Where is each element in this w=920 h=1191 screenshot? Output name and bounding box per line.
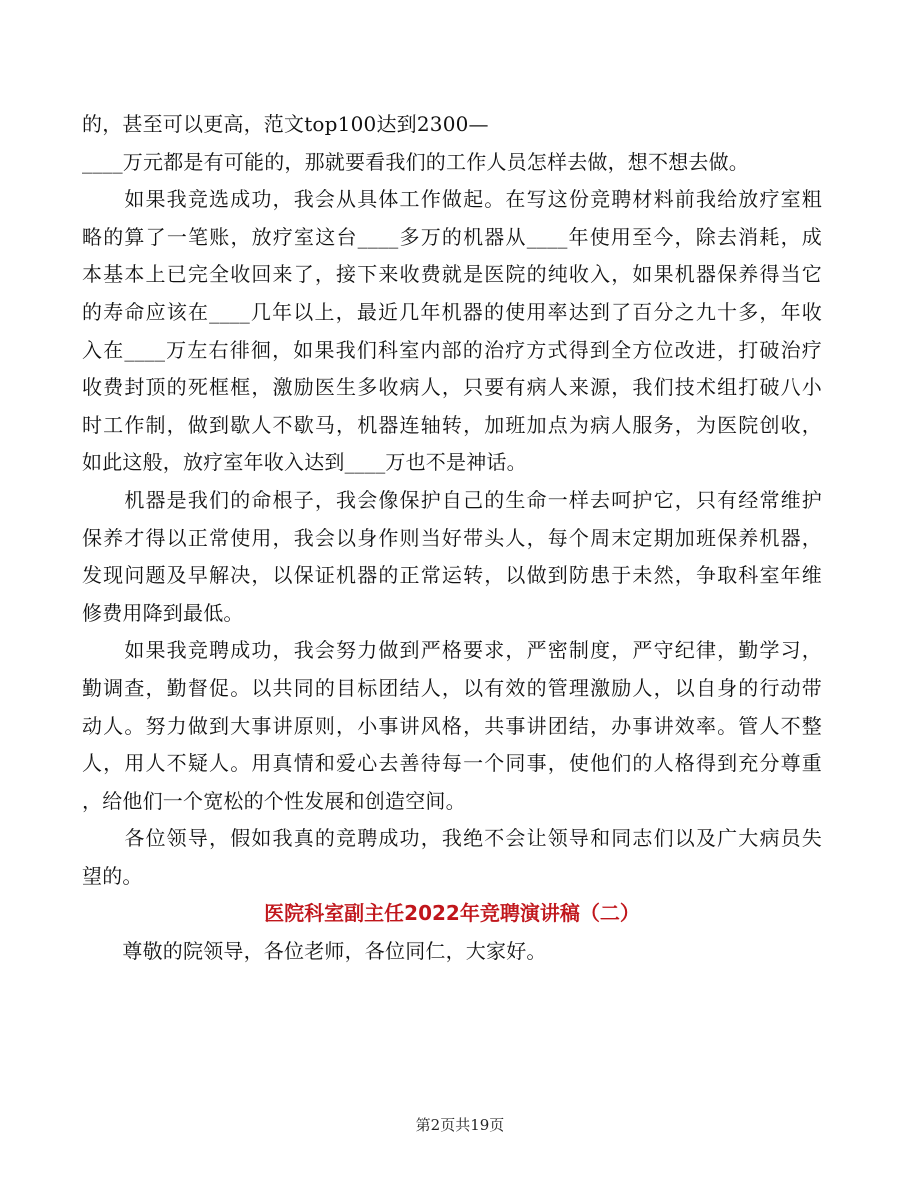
text-line: ____万元都是有可能的，那就要看我们的工作人员怎样去做，想不想去做。 xyxy=(82,149,749,174)
text-line: 各位领导，假如我真的竞聘成功，我绝不会让领导和同志们以及广大病员失 xyxy=(82,826,822,851)
text-line: 略的算了一笔账，放疗室这台____多万的机器从____年使用至今，除去消耗，成 xyxy=(82,224,822,249)
text-line: 机器是我们的命根子，我会像保护自己的生命一样去呵护它，只有经常维护 xyxy=(82,487,822,512)
text-line: 本基本上已完全收回来了，接下来收费就是医院的纯收入，如果机器保养得当它 xyxy=(82,262,822,287)
greeting-paragraph xyxy=(82,933,822,971)
text-line: 入在____万左右徘徊，如果我们科室内部的治疗方式得到全方位改进，打破治疗 xyxy=(82,337,822,362)
text-line: 如此这般，放疗室年收入达到____万也不是神话。 xyxy=(82,450,527,475)
text-line: 如果我竞聘成功，我会努力做到严格要求，严密制度，严守纪律，勤学习， xyxy=(82,638,822,663)
text-line: 人，用人不疑人。用真情和爱心去善待每一个同事，使他们的人格得到充分尊重 xyxy=(82,751,822,776)
body-text xyxy=(82,106,822,895)
text-line: 收费封顶的死框框，激励医生多收病人，只要有病人来源，我们技术组打破八小 xyxy=(82,375,822,400)
text-line: ，给他们一个宽松的个性发展和创造空间。 xyxy=(82,788,466,813)
text-line: 动人。努力做到大事讲原则，小事讲风格，共事讲团结，办事讲效率。管人不整 xyxy=(82,713,822,738)
text-line: 如果我竞选成功，我会从具体工作做起。在写这份竞聘材料前我给放疗室粗 xyxy=(82,187,822,212)
text-line: 尊敬的院领导，各位老师，各位同仁，大家好。 xyxy=(82,939,547,964)
text-line: 保养才得以正常使用，我会以身作则当好带头人，每个周末定期加班保养机器， xyxy=(82,525,822,550)
text-line: 的寿命应该在____几年以上，最近几年机器的使用率达到了百分之九十多，年收 xyxy=(82,299,822,324)
document-body xyxy=(82,106,822,971)
text-line: 时工作制，做到歇人不歇马，机器连轴转，加班加点为病人服务，为医院创收， xyxy=(82,412,822,437)
text-line: 发现问题及早解决，以保证机器的正常运转，以做到防患于未然，争取科室年维 xyxy=(82,563,822,588)
text-line: 望的。 xyxy=(82,863,143,888)
text-line: 勤调查，勤督促。以共同的目标团结人，以有效的管理激励人，以自身的行动带 xyxy=(82,675,822,700)
text-line: 修费用降到最低。 xyxy=(82,600,244,625)
section-title: 医院科室副主任2022年竞聘演讲稿（二） xyxy=(264,901,640,926)
text-line: 的，甚至可以更高，范文top100达到2300— xyxy=(82,112,489,136)
page-number: 第2页共19页 xyxy=(415,1116,505,1134)
